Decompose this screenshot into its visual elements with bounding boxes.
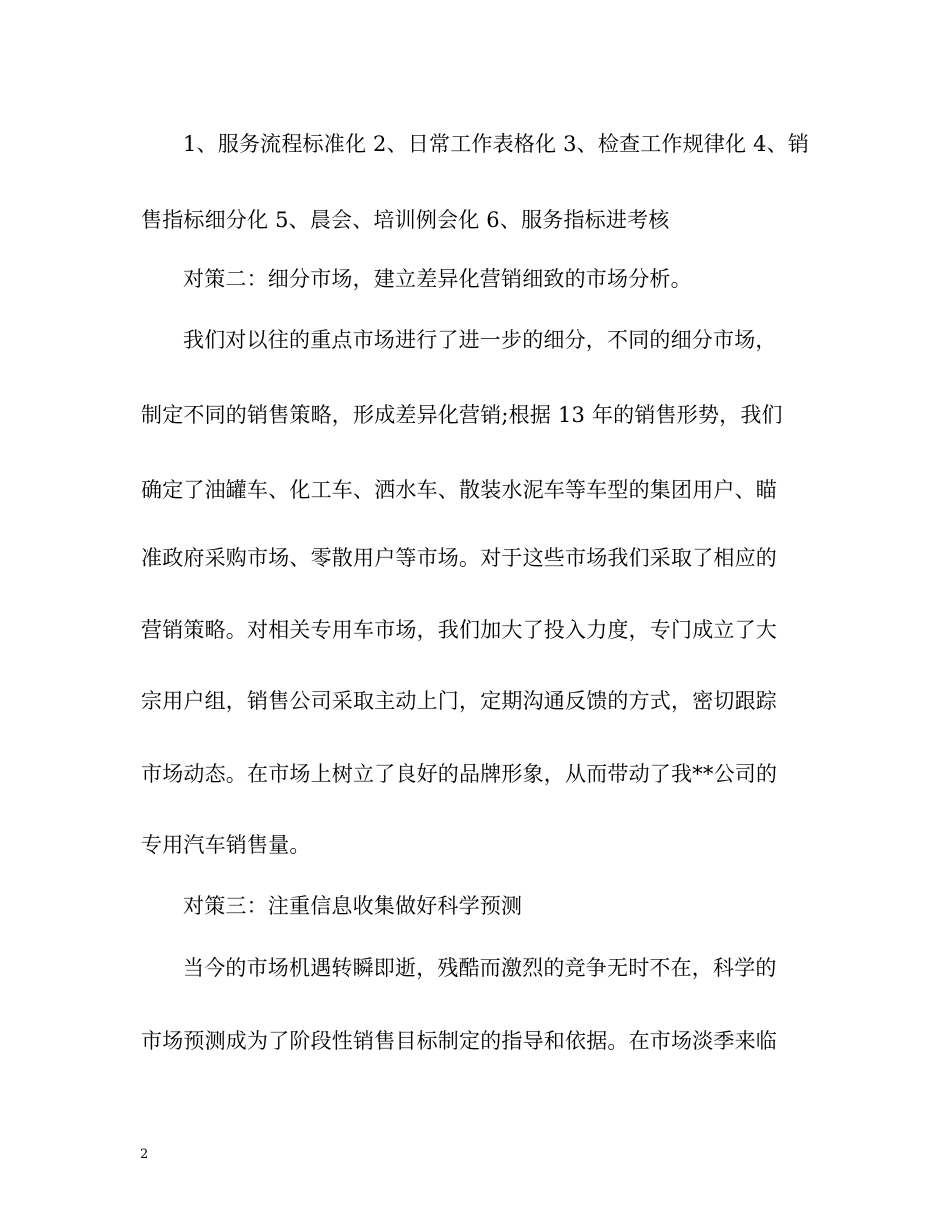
text-line-8: 营销策略。对相关专用车市场，我们加大了投入力度，专门成立了大 xyxy=(141,618,777,642)
text-line-3: 对策二：细分市场，建立差异化营销细致的市场分析。 xyxy=(183,267,692,291)
text-line-6: 确定了油罐车、化工车、洒水车、散装水泥车等车型的集团用户、瞄 xyxy=(141,478,777,502)
text-line-1: 1、服务流程标准化 2、日常工作表格化 3、检查工作规律化 4、销 xyxy=(183,132,810,156)
text-line-7: 准政府采购市场、零散用户等市场。对于这些市场我们采取了相应的 xyxy=(141,546,777,570)
page-number: 2 xyxy=(140,1147,149,1162)
text-line-12: 对策三：注重信息收集做好科学预测 xyxy=(183,894,523,918)
text-line-11: 专用汽车销售量。 xyxy=(141,833,311,857)
text-line-14: 市场预测成为了阶段性销售目标制定的指导和依据。在市场淡季来临 xyxy=(141,1029,777,1053)
text-line-4: 我们对以往的重点市场进行了进一步的细分，不同的细分市场， xyxy=(183,328,777,352)
text-line-5: 制定不同的销售策略，形成差异化营销;根据 13 年的销售形势，我们 xyxy=(141,403,783,427)
text-line-9: 宗用户组，销售公司采取主动上门，定期沟通反馈的方式，密切跟踪 xyxy=(141,689,777,713)
text-line-2: 售指标细分化 5、晨会、培训例会化 6、服务指标进考核 xyxy=(141,208,670,232)
text-line-13: 当今的市场机遇转瞬即逝，残酷而激烈的竞争无时不在，科学的 xyxy=(183,956,777,980)
text-line-10: 市场动态。在市场上树立了良好的品牌形象，从而带动了我**公司的 xyxy=(141,762,778,786)
